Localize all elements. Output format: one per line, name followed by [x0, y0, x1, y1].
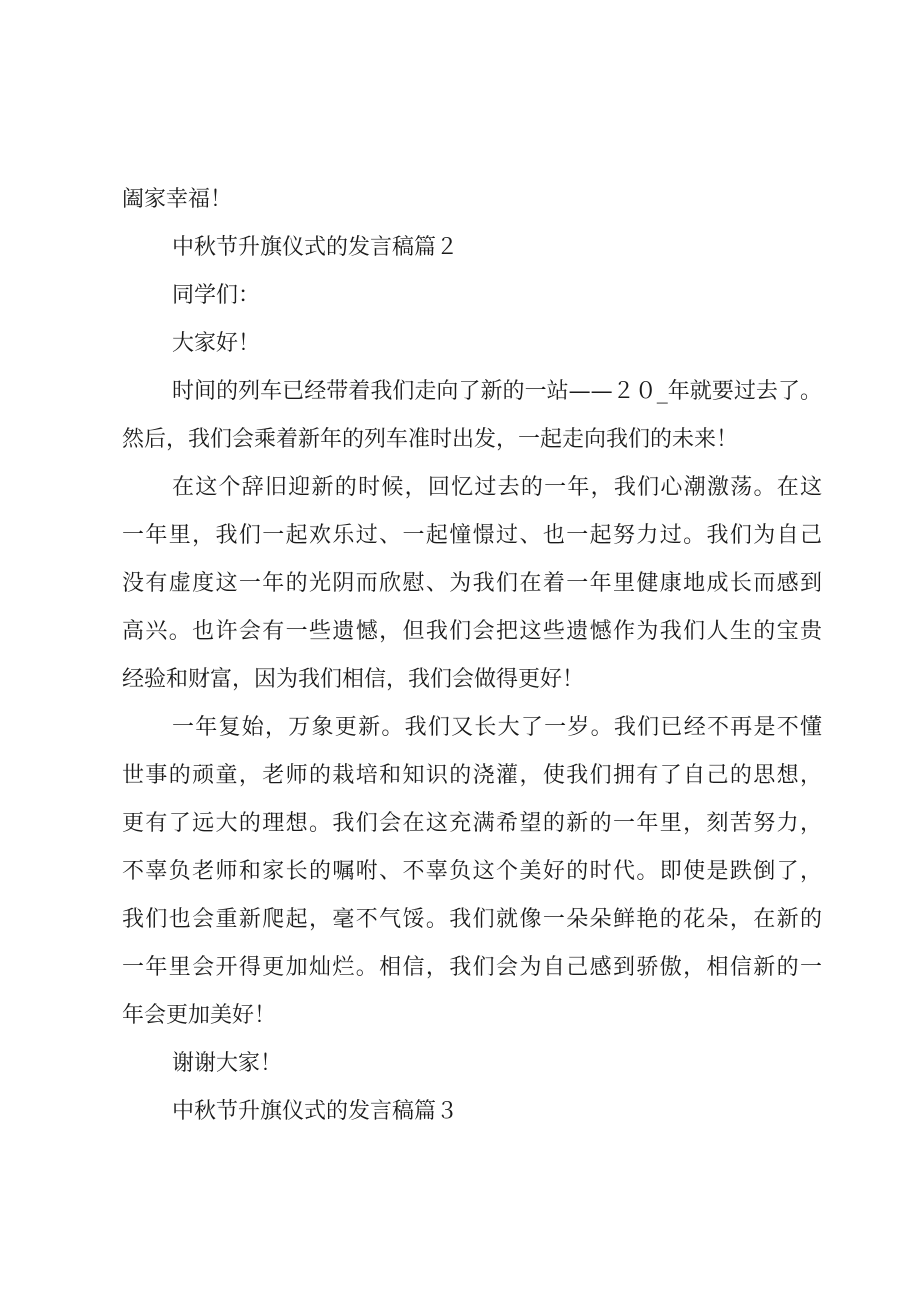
document-body [122, 176, 822, 1136]
text-line: 时间的列车已经带着我们走向了新的一站——２０_年就要过去了。 [172, 379, 822, 404]
text-line: 经验和财富，因为我们相信，我们会做得更好！ [122, 667, 585, 692]
text-line: 不辜负老师和家长的嘱咐、不辜负这个美好的时代。即使是跌倒了， [122, 859, 822, 884]
text-line: 年会更加美好！ [122, 1003, 277, 1028]
text-line: 更有了远大的理想。我们会在这充满希望的新的一年里，刻苦努力， [122, 811, 822, 836]
text-line: 阖家幸福！ [122, 187, 233, 212]
text-line: 一年里会开得更加灿烂。相信，我们会为自己感到骄傲，相信新的一 [122, 955, 822, 980]
text-line: 在这个辞旧迎新的时候，回忆过去的一年，我们心潮激荡。在这 [172, 475, 822, 500]
text-line: 一年里，我们一起欢乐过、一起憧憬过、也一起努力过。我们为自己 [122, 523, 822, 548]
text-line: 世事的顽童，老师的栽培和知识的浇灌，使我们拥有了自己的思想， [122, 763, 822, 788]
text-line: 高兴。也许会有一些遗憾，但我们会把这些遗憾作为我们人生的宝贵 [122, 619, 822, 644]
greeting: 大家好！ [172, 331, 261, 356]
closing-line: 谢谢大家！ [172, 1051, 283, 1076]
text-line: 然后，我们会乘着新年的列车准时出发，一起走向我们的未来！ [122, 427, 739, 452]
section-heading: 中秋节升旗仪式的发言稿篇２ [172, 235, 459, 260]
text-line: 没有虚度这一年的光阴而欣慰、为我们在着一年里健康地成长而感到 [122, 571, 822, 596]
salutation: 同学们： [172, 283, 261, 308]
text-line: 一年复始，万象更新。我们又长大了一岁。我们已经不再是不懂 [172, 715, 822, 740]
section-heading: 中秋节升旗仪式的发言稿篇３ [172, 1099, 459, 1124]
text-line: 我们也会重新爬起，毫不气馁。我们就像一朵朵鲜艳的花朵，在新的 [122, 907, 822, 932]
